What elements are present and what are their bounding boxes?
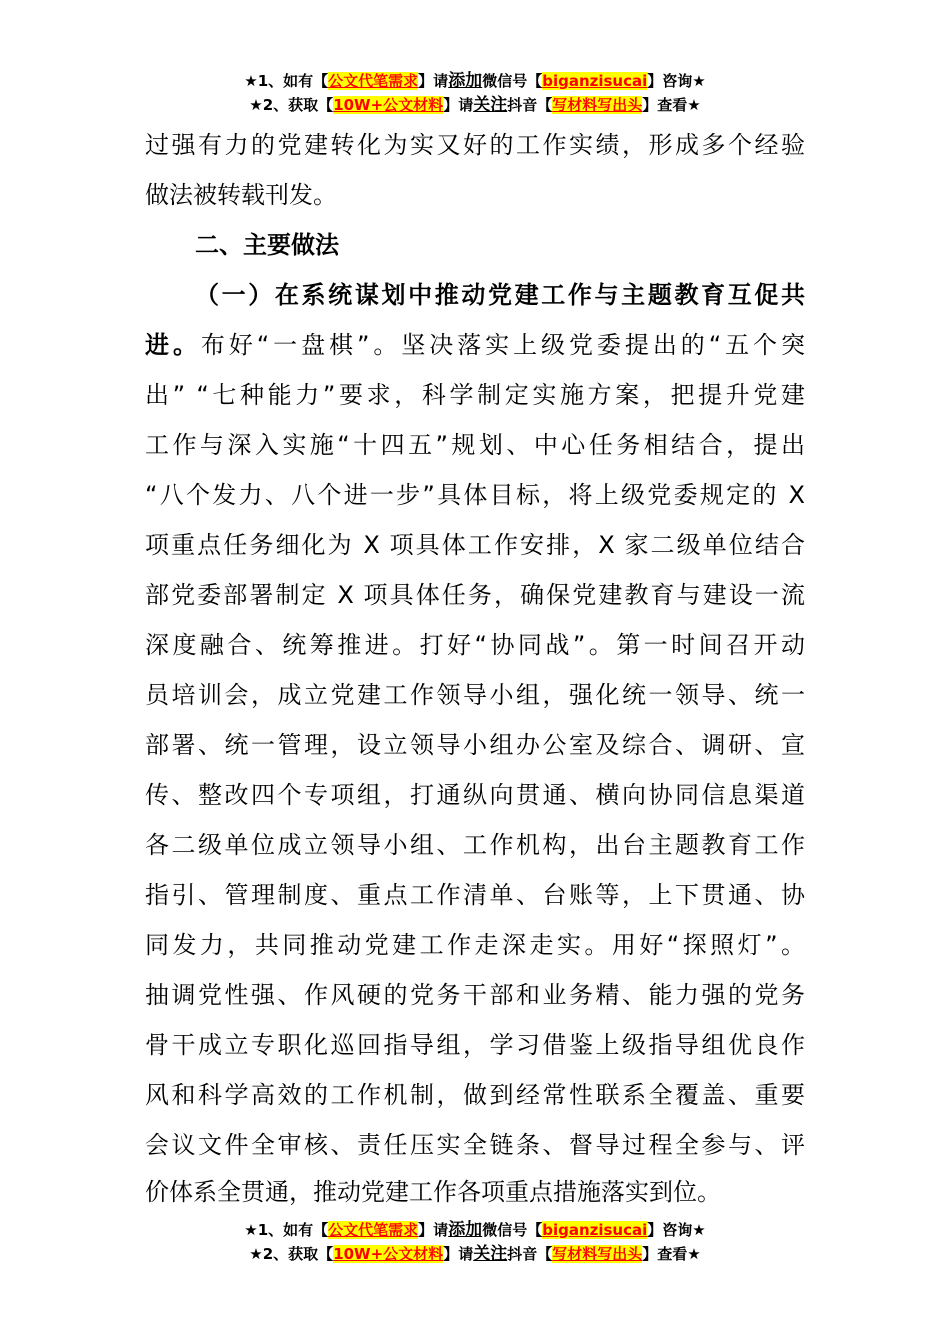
promo-text: 抖音【	[507, 96, 553, 114]
body-line: 部署、统一管理，设立领导小组办公室及综合、调研、宣	[145, 731, 805, 759]
promo-text: 】请	[443, 1245, 474, 1263]
promo-text: ★2、获取【	[249, 96, 334, 114]
body-line	[145, 320, 805, 370]
body-line: 出” “七种能力”要求，科学制定实施方案，把提升党建	[145, 381, 805, 409]
body-line: 风和科学高效的工作机制，做到经常性联系全覆盖、重要	[145, 1081, 805, 1109]
sub-heading-end: 进。	[145, 331, 201, 359]
body-line: 深度融合、统筹推进。打好“协同战”。第一时间召开动	[145, 631, 805, 659]
body-text: 布好“一盘棋”。坚决落实上级党委提出的“五个突	[200, 331, 805, 359]
promo-text: 】请	[418, 1221, 449, 1239]
promo-text: 】请	[418, 72, 449, 90]
promo-line-2	[0, 93, 950, 117]
promo-text: 】查看★	[642, 1245, 701, 1263]
promo-text: 抖音【	[507, 1245, 553, 1263]
promo-text: 】咨询★	[647, 1221, 706, 1239]
body-line: 各二级单位成立领导小组、工作机构，出台主题教育工作	[145, 831, 805, 859]
promo-line-1	[0, 69, 950, 93]
sub-heading: （一）在系统谋划中推动党建工作与主题教育互促共	[195, 281, 805, 309]
body-line: 过强有力的党建转化为实又好的工作实绩，形成多个经验	[145, 131, 805, 159]
promo-underline: 关注	[473, 95, 508, 115]
body-line: 会议文件全审核、责任压实全链条、督导过程全参与、评	[145, 1131, 805, 1159]
promo-highlight: 公文代笔需求	[328, 1221, 419, 1239]
promo-highlight: biganzisucai	[542, 1221, 648, 1239]
promo-text: 】咨询★	[647, 72, 706, 90]
promo-text: 】请	[443, 96, 474, 114]
promo-highlight: 写材料写出头	[552, 96, 643, 114]
promo-text: 微信号【	[482, 72, 543, 90]
body-line: 同发力，共同推动党建工作走深走实。用好“探照灯”。	[145, 931, 805, 959]
promo-text: 】查看★	[642, 96, 701, 114]
promo-highlight: 10W+公文材料	[333, 1245, 444, 1263]
promo-highlight: 10W+公文材料	[333, 96, 444, 114]
body-line: 价体系全贯通，推动党建工作各项重点措施落实到位。	[145, 1178, 721, 1206]
section-heading: 二、主要做法	[195, 231, 339, 259]
promo-underline: 关注	[473, 1244, 508, 1264]
promo-footer-line-2	[0, 1242, 950, 1266]
promo-highlight: 写材料写出头	[552, 1245, 643, 1263]
promo-text: ★1、如有【	[244, 1221, 329, 1239]
promo-text: ★1、如有【	[244, 72, 329, 90]
promo-highlight: 公文代笔需求	[328, 72, 419, 90]
body-line: 项重点任务细化为 X 项具体工作安排，X 家二级单位结合	[145, 531, 805, 559]
body-line: 指引、管理制度、重点工作清单、台账等，上下贯通、协	[145, 881, 805, 909]
promo-text: ★2、获取【	[249, 1245, 334, 1263]
body-line: 做法被转载刊发。	[145, 181, 337, 209]
body-line: 骨干成立专职化巡回指导组，学习借鉴上级指导组优良作	[145, 1031, 805, 1059]
body-line: “八个发力、八个进一步”具体目标，将上级党委规定的 X	[145, 481, 805, 509]
body-line: 传、整改四个专项组，打通纵向贯通、横向协同信息渠道	[145, 781, 805, 809]
body-line: 部党委部署制定 X 项具体任务，确保党建教育与建设一流	[145, 581, 805, 609]
promo-text: 微信号【	[482, 1221, 543, 1239]
body-line: 员培训会，成立党建工作领导小组，强化统一领导、统一	[145, 681, 805, 709]
promo-footer-line-1	[0, 1218, 950, 1242]
body-line: 工作与深入实施“十四五”规划、中心任务相结合，提出	[145, 431, 805, 459]
promo-underline: 添加	[448, 71, 483, 91]
body-line: 抽调党性强、作风硬的党务干部和业务精、能力强的党务	[145, 981, 805, 1009]
promo-underline: 添加	[448, 1220, 483, 1240]
promo-highlight: biganzisucai	[542, 72, 648, 90]
